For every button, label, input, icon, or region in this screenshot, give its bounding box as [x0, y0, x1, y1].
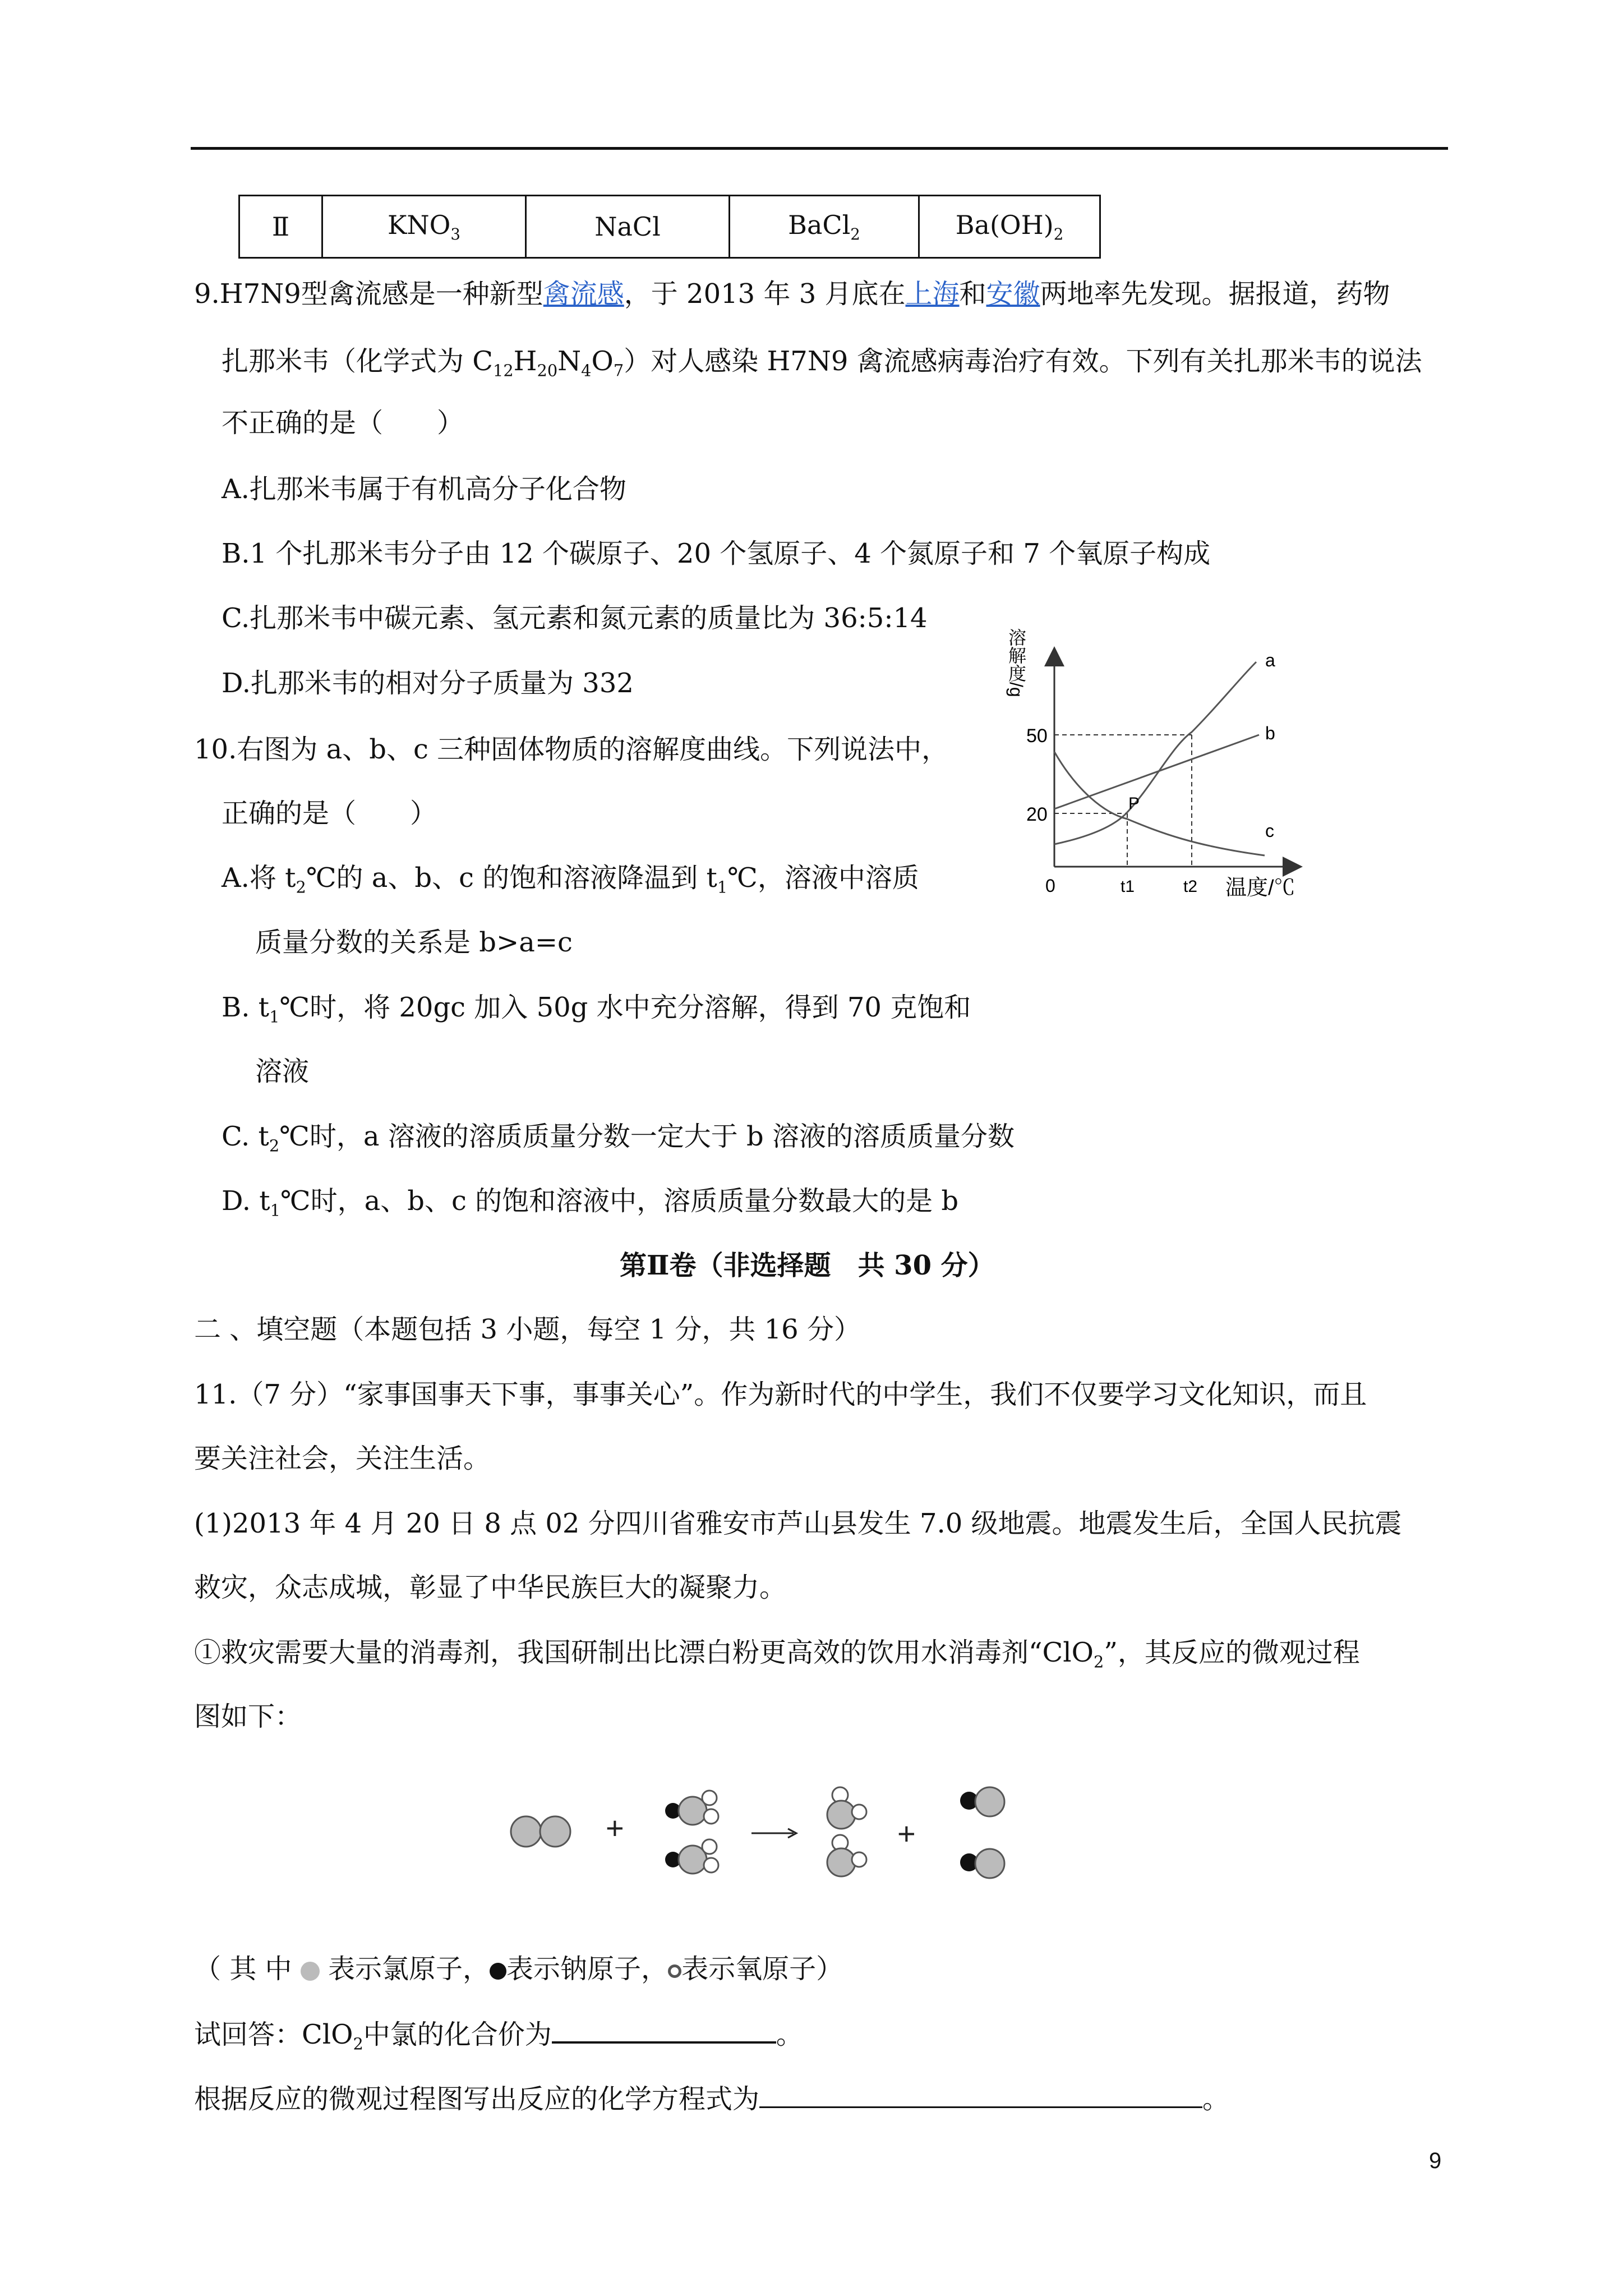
chlorine-dioxide-1: [827, 1787, 866, 1829]
q11-line-4: 救灾，众志成城，彰显了中华民族巨大的凝聚力。: [194, 1572, 787, 1603]
sodium-chloride-1: [960, 1787, 1004, 1816]
curve-c: [1054, 752, 1265, 855]
q10-option-d: D. $t_1℃$时，a、b、c 的饱和溶液中，溶质质量分数最大的是 b: [222, 1185, 959, 1220]
x-axis-label: 温度/℃: [1225, 876, 1295, 900]
x-tick-t1: t1: [1121, 877, 1135, 896]
section-subtitle: 二 、填空题（本题包括 3 小题，每空 1 分，共 16 分）: [194, 1314, 861, 1345]
y-axis-label: 溶解度/g: [1006, 628, 1026, 697]
q11-line-5: ①救灾需要大量的消毒剂，我国研制出比漂白粉更高效的饮用水消毒剂“ClO$_2$”，其反应的微观过程: [194, 1637, 1360, 1672]
curve-a: [1054, 662, 1256, 844]
solubility-chart: [1006, 606, 1324, 909]
link-shanghai[interactable]: 上海: [905, 278, 960, 310]
reaction-arrow: [751, 1829, 796, 1838]
oxygen-atom-icon: [668, 1964, 681, 1978]
plus-sign: +: [606, 1810, 624, 1846]
table-row: [239, 196, 1100, 258]
y-tick-20: 20: [1026, 804, 1048, 825]
question-valence: 试回答：ClO$_2$中氯的化合价为 。: [194, 2019, 803, 2054]
diagram-legend: （ 其 中 表示氯原子， 表示钠原子， 表示氧原子）: [194, 1953, 843, 1985]
section-title: 第Ⅱ卷（非选择题 共 30 分）: [620, 1250, 995, 1281]
link-anhui[interactable]: 安徽: [986, 278, 1040, 310]
q10-option-c: C. $t_2℃$时，a 溶液的溶质质量分数一定大于 b 溶液的溶质质量分数: [222, 1121, 1015, 1156]
q10-option-a-2: 质量分数的关系是 b>a=c: [255, 927, 573, 958]
q11-line-1: 11.（7 分）“家事国事天下事，事事关心”。作为新时代的中学生，我们不仅要学习文化知识，而且: [194, 1379, 1367, 1410]
q9-line-1: 9.H7N9型禽流感是一种新型禽流感，于 2013 年 3 月底在上海和安徽两地率先发现。据报道，药物: [194, 278, 1390, 310]
q11-line-3: (1)2013 年 4 月 20 日 8 点 02 分四川省雅安市芦山县发生 7.0 级地震。地震发生后，全国人民抗震: [194, 1508, 1402, 1539]
q9-option-a: A.扎那米韦属于有机高分子化合物: [222, 473, 626, 505]
q10-stem: 10.右图为 a、b、c 三种固体物质的溶解度曲线。下列说法中，: [194, 734, 949, 765]
q9-option-b: B.1 个扎那米韦分子由 12 个碳原子、20 个氢原子、4 个氮原子和 7 个氧原子构成: [222, 538, 1211, 569]
chlorine-molecule: [511, 1816, 570, 1847]
q11-line-2: 要关注社会，关注生活。: [194, 1443, 491, 1474]
q10-option-b-2: 溶液: [255, 1056, 310, 1087]
curve-b: [1054, 735, 1259, 809]
question-equation: 根据反应的微观过程图写出反应的化学方程式为 。: [194, 2083, 1230, 2115]
q10-stem-2: 正确的是（ ）: [222, 798, 437, 829]
q9-line-3: 不正确的是（ ）: [222, 407, 464, 439]
table-cell: $Ba(OH)_2$: [919, 196, 1100, 258]
sodium-atom-icon: [490, 1963, 506, 1980]
legend-c: c: [1265, 821, 1274, 841]
legend-b: b: [1265, 723, 1275, 743]
chlorine-dioxide-2: [827, 1835, 866, 1876]
plus-sign-2: +: [897, 1816, 916, 1851]
table-cell: BaCl$_2$: [730, 196, 919, 258]
page-number: 9: [1429, 2148, 1442, 2173]
table-cell: $KNO_3$: [322, 196, 526, 258]
sodium-chloride-2: [960, 1849, 1004, 1878]
link-bird-flu[interactable]: 禽流感: [543, 278, 624, 310]
sodium-chlorite-2: [665, 1839, 718, 1874]
point-p-label: P: [1128, 794, 1140, 813]
table-cell: NaCl: [526, 196, 730, 258]
q9-option-d: D.扎那米韦的相对分子质量为 332: [222, 668, 634, 699]
origin-label: 0: [1045, 876, 1055, 896]
x-tick-t2: t2: [1183, 877, 1198, 896]
sodium-chlorite-1: [665, 1791, 718, 1825]
answer-blank-equation[interactable]: [759, 2084, 1202, 2108]
answer-blank-valence[interactable]: [552, 2019, 776, 2044]
legend-a: a: [1265, 650, 1275, 670]
q10-option-b: B. $t_1℃$时，将 20gc 加入 50g 水中充分溶解，得到 70 克饱和: [222, 992, 971, 1027]
q9-line-2: 扎那米韦（化学式为 $C_{12}H_{20}N_4O_7$）对人感染 H7N9 禽流感病毒治疗有效。下列有关扎那米韦的说法: [222, 346, 1422, 380]
header-rule: [191, 147, 1448, 150]
reagent-table: [238, 195, 1101, 259]
table-cell: Ⅱ: [239, 196, 322, 258]
chlorine-atom-icon: [301, 1962, 320, 1981]
q10-option-a: A.将 $t_2℃$的 a、b、c 的饱和溶液降温到 $t_1℃$，溶液中溶质: [222, 862, 919, 897]
y-tick-50: 50: [1026, 725, 1048, 747]
q9-option-c: C.扎那米韦中碳元素、氢元素和氮元素的质量比为 36:5:14: [222, 602, 928, 634]
reaction-diagram: [505, 1767, 1038, 1890]
q11-line-6: 图如下：: [194, 1701, 302, 1732]
